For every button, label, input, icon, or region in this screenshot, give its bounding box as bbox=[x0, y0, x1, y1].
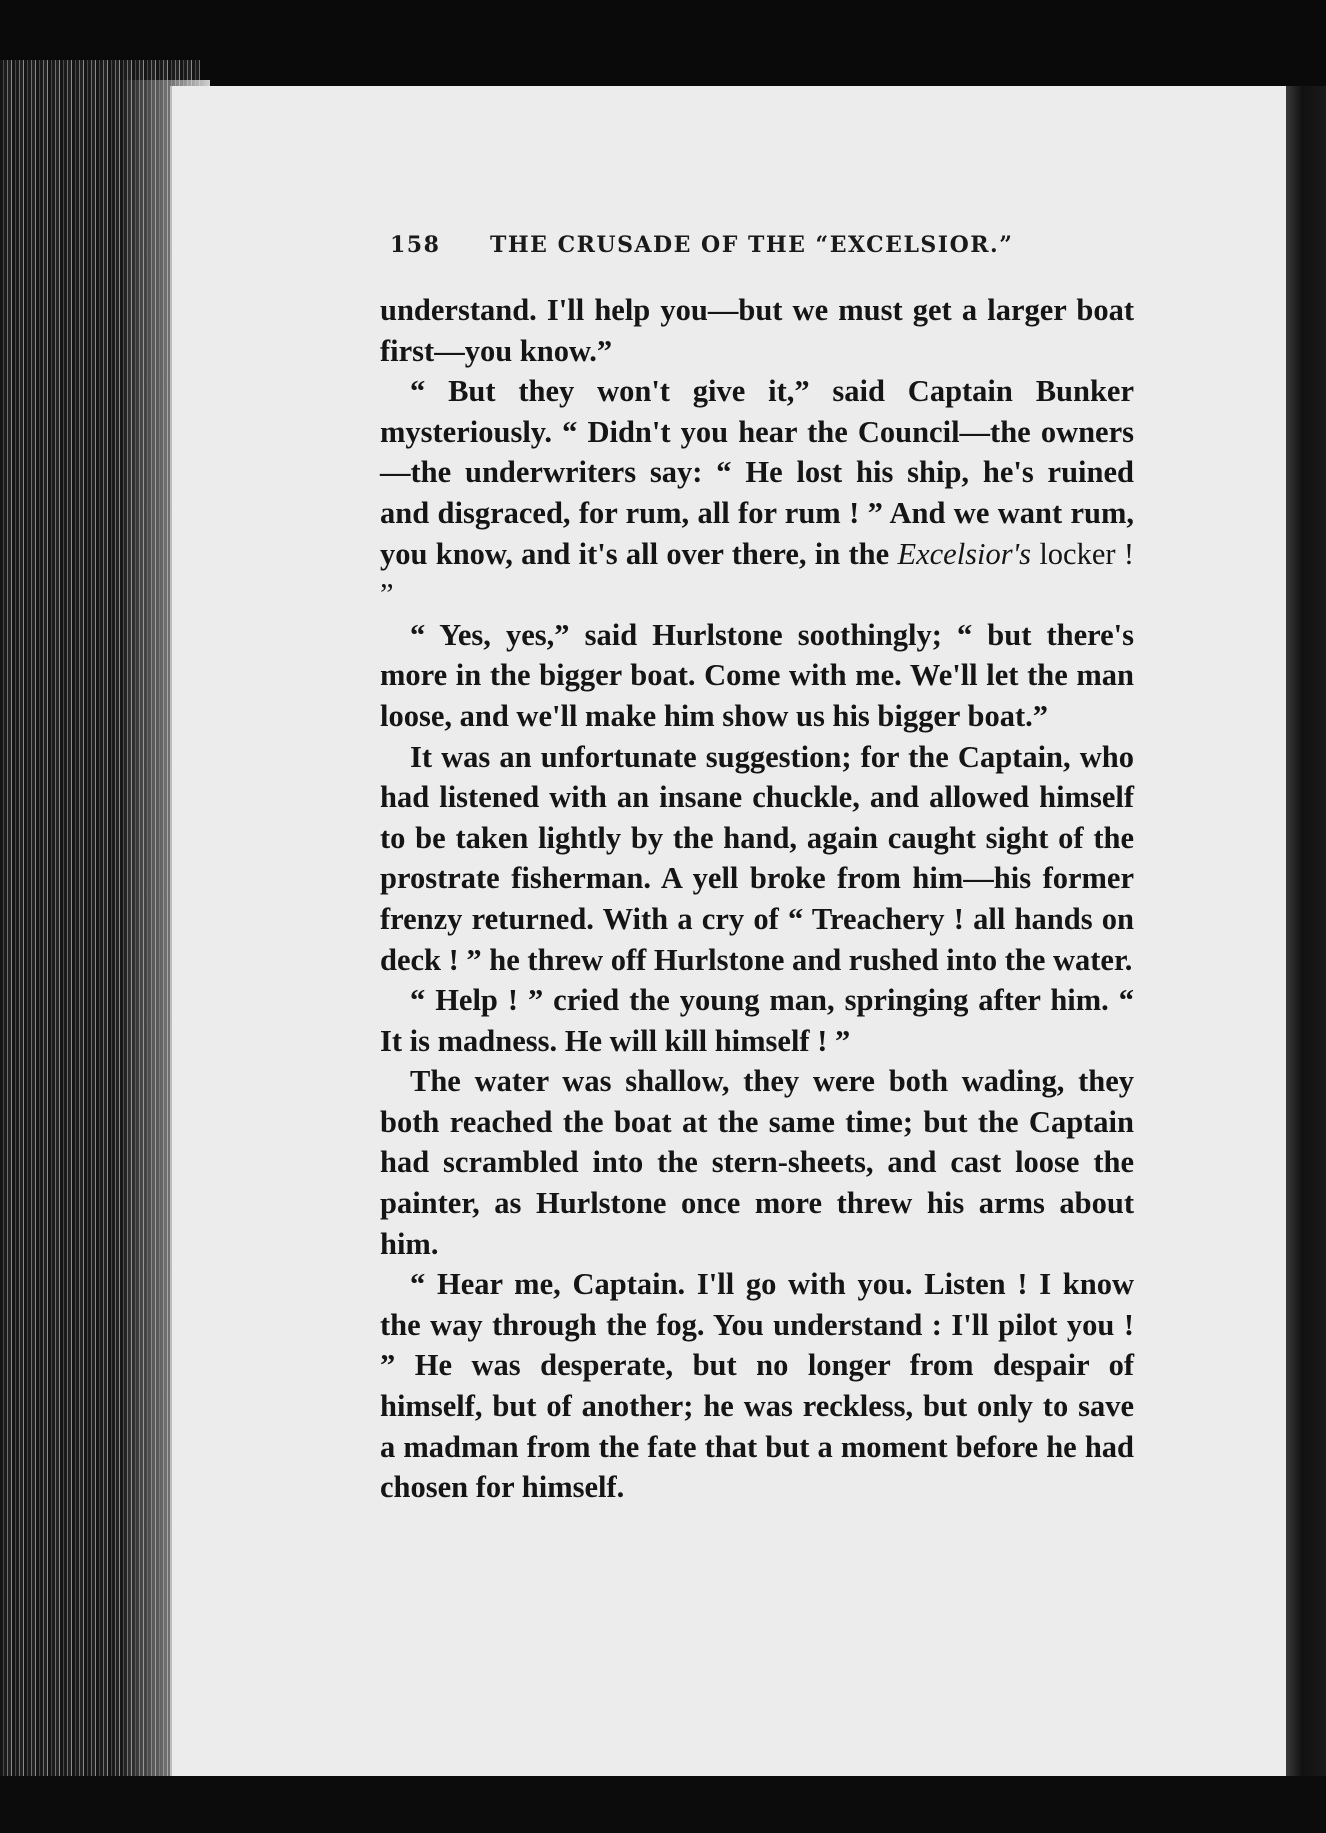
running-head: THE CRUSADE OF THE “EXCELSIOR.” bbox=[490, 232, 1014, 258]
paragraph-text-tail: locker ! ” bbox=[380, 536, 1134, 612]
paragraph bbox=[380, 737, 1134, 981]
paragraph-text: “ Yes, yes,” said Hurlstone soothingly; “ but there's more in the bigger boat. Come with me. We'll let the man loose, and we'll make him show us his bigger boat.” bbox=[380, 617, 1134, 733]
paragraph bbox=[380, 290, 1134, 371]
paragraph bbox=[380, 371, 1134, 615]
paragraph-text: “ Hear me, Captain. I'll go with you. Listen ! I know the way through the fog. You understand : I'll pilot you ! ” He was desperate, but no longer from despair of himself, but of another; he was reckless, but only to save a madman from the fate that but a moment before he had chosen for himself. bbox=[380, 1267, 1134, 1505]
ship-name-italic: Excelsior's bbox=[897, 536, 1032, 571]
paragraph bbox=[380, 980, 1134, 1061]
paragraph bbox=[380, 1264, 1134, 1508]
paragraph-text: “ But they won't give it,” said Captain Bunker mysteriously. “ Didn't you hear the Council—the owners—the underwriters say: “ He lost his ship, he's ruined and disgraced, for rum, all for rum ! ” And we want rum, you know, and it's all over there, in the bbox=[380, 374, 1134, 571]
page-number: 158 bbox=[390, 232, 441, 258]
paragraph-text: It was an unfortunate suggestion; for the Captain, who had listened with an insane chuckle, and allowed himself to be taken lightly by the hand, again caught sight of the prostrate fisherman. A yell broke from him—his former frenzy returned. With a cry of “ Treachery ! all hands on deck ! ” he threw off Hurlstone and rushed into the water. bbox=[380, 739, 1134, 977]
paragraph-text: The water was shallow, they were both wading, they both reached the boat at the same time; but the Captain had scrambled into the stern-sheets, and cast loose the painter, as Hurlstone once more threw his arms about him. bbox=[380, 1064, 1134, 1261]
body-text bbox=[380, 290, 1134, 1508]
paragraph bbox=[380, 1061, 1134, 1264]
paragraph-text: understand. I'll help you—but we must get a larger boat first—you know.” bbox=[380, 293, 1134, 368]
page-header bbox=[390, 232, 1110, 262]
book-binding-edge bbox=[1286, 86, 1326, 1786]
paragraph bbox=[380, 615, 1134, 737]
paragraph-text: “ Help ! ” cried the young man, springing after him. “ It is madness. He will kill himself ! ” bbox=[380, 983, 1134, 1058]
scan-bottom-background bbox=[0, 1776, 1326, 1833]
